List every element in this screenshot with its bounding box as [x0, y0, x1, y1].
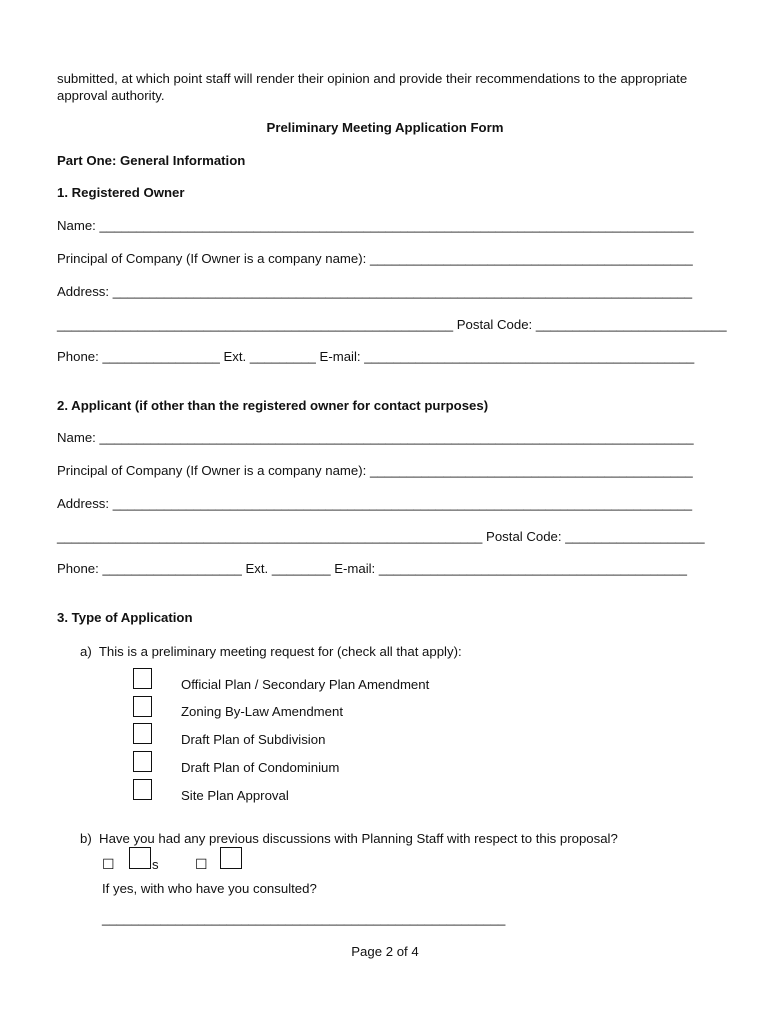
yes-glyph: ☐ — [102, 856, 115, 872]
owner-principal-field[interactable]: Principal of Company (If Owner is a company name): ____________________________________________ — [57, 251, 693, 266]
owner-heading: 1. Registered Owner — [57, 185, 185, 200]
applicant-address-field[interactable]: Address: _______________________________________________________________________________ — [57, 496, 693, 511]
part-one-heading: Part One: General Information — [57, 153, 246, 168]
intro-line-1: submitted, at which point staff will render their opinion and provide their recommendations to the appropriate — [57, 71, 688, 86]
no-glyph: ☐ — [195, 856, 208, 872]
form-title: Preliminary Meeting Application Form — [266, 120, 504, 135]
application-type-heading: 3. Type of Application — [57, 610, 193, 625]
site-plan-checkbox[interactable] — [133, 779, 152, 800]
applicant-postal-code-field[interactable]: __________________________________________________________ Postal Code: ___________________ — [57, 529, 705, 544]
applicant-principal-field[interactable]: Principal of Company (If Owner is a company name): ____________________________________________ — [57, 463, 693, 478]
consulted-field[interactable]: _______________________________________________________ — [102, 911, 506, 926]
option-official-plan: Official Plan / Secondary Plan Amendment — [181, 677, 430, 692]
intro-line-2: approval authority. — [57, 88, 165, 103]
applicant-name-field[interactable]: Name: _________________________________________________________________________________ — [57, 430, 694, 445]
official-plan-checkbox[interactable] — [133, 668, 152, 689]
consulted-question: If yes, with who have you consulted? — [102, 881, 317, 896]
owner-postal-code-field[interactable]: ______________________________________________________ Postal Code: __________________________ — [57, 317, 727, 332]
applicant-heading: 2. Applicant (if other than the registered owner for contact purposes) — [57, 398, 489, 413]
zoning-bylaw-checkbox[interactable] — [133, 696, 152, 717]
option-site-plan: Site Plan Approval — [181, 788, 289, 803]
condominium-checkbox[interactable] — [133, 751, 152, 772]
option-condominium: Draft Plan of Condominium — [181, 760, 340, 775]
question-a: a) This is a preliminary meeting request for (check all that apply): — [80, 644, 462, 659]
yes-fragment: s — [152, 857, 159, 872]
owner-phone-field[interactable]: Phone: ________________ Ext. _________ E-mail: _____________________________________________ — [57, 349, 695, 364]
option-zoning-bylaw: Zoning By-Law Amendment — [181, 704, 343, 719]
applicant-phone-field[interactable]: Phone: ___________________ Ext. ________ E-mail: __________________________________________ — [57, 561, 687, 576]
subdivision-checkbox[interactable] — [133, 723, 152, 744]
page-number: Page 2 of 4 — [351, 944, 419, 959]
owner-address-field[interactable]: Address: _______________________________________________________________________________ — [57, 284, 693, 299]
option-subdivision: Draft Plan of Subdivision — [181, 732, 326, 747]
yes-checkbox[interactable] — [129, 847, 151, 869]
question-b: b) Have you had any previous discussions with Planning Staff with respect to this proposal? — [80, 831, 618, 846]
owner-name-field[interactable]: Name: _________________________________________________________________________________ — [57, 218, 694, 233]
no-checkbox[interactable] — [220, 847, 242, 869]
